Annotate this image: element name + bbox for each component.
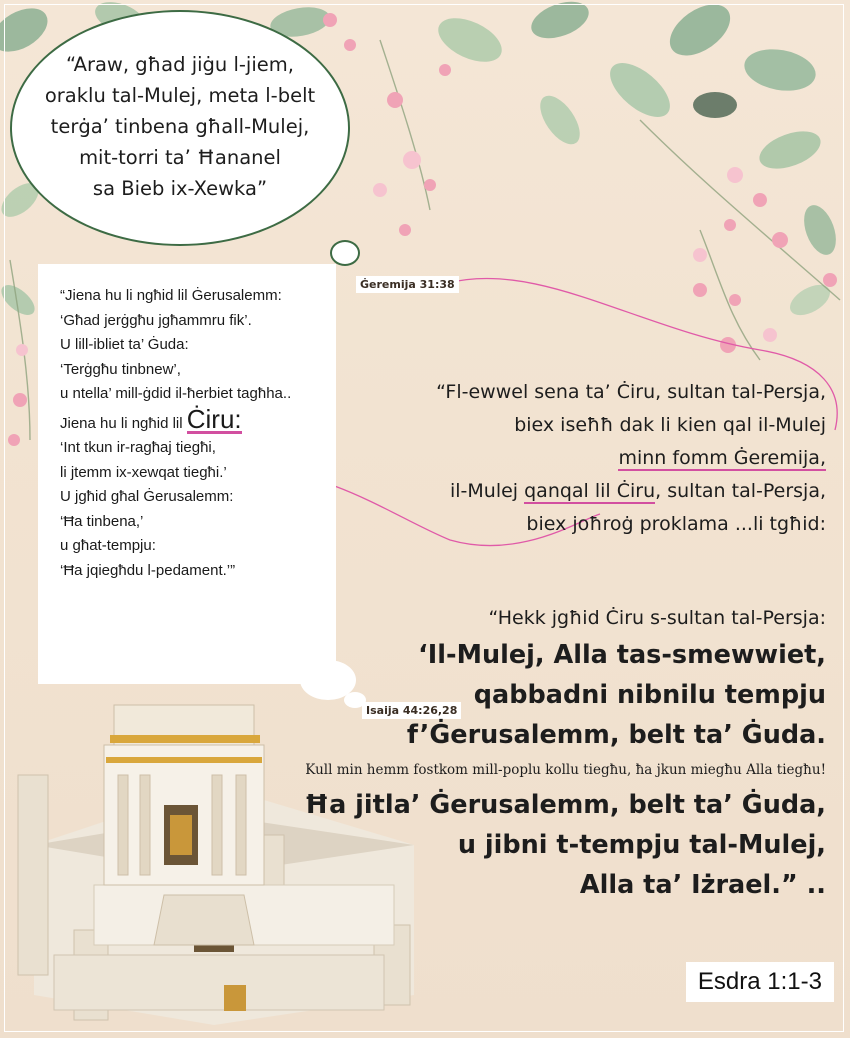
panel-line: u ntella’ mill-ġdid il-ħerbiet tagħha.. [60, 385, 292, 402]
decree-line: Ħa jitla’ Ġerusalemm, belt ta’ Ġuda, [304, 790, 826, 820]
panel-line: U lill-ibliet ta’ Ġuda: [60, 336, 189, 353]
panel-line-with-name [60, 403, 336, 437]
panel-line: ‘Ħa jqiegħdu l-pedament.’” [60, 561, 236, 579]
panel-line-text: Jiena hu li ngħid lil [60, 414, 183, 432]
underlined-phrase: qanqal lil Ċiru [524, 480, 656, 502]
decree-line: “Hekk jgħid Ċiru s-sultan tal-Persja: [488, 607, 826, 629]
speech-bubble-tail [330, 240, 360, 266]
decree-line: Alla ta’ Iżrael.” .. [579, 870, 826, 900]
bubble-line: sa Bieb ix-Xewka” [92, 176, 268, 200]
ezra-intro-line: biex iseħħ dak li kien qal il-Mulej [514, 414, 826, 436]
reference-ezra: Esdra 1:1-3 [686, 962, 834, 1002]
ezra-intro-text [436, 376, 826, 541]
ezra-intro-line [436, 475, 826, 508]
bubble-line: “Araw, għad jiġu l-jiem, [66, 52, 294, 76]
decree-line: f’Ġerusalemm, belt ta’ Ġuda. [406, 720, 826, 750]
speech-bubble [10, 10, 350, 246]
highlighted-name-ciru: Ċiru: [186, 403, 242, 434]
reference-jeremiah: Ġeremija 31:38 [356, 276, 459, 293]
ezra-decree-text [304, 602, 826, 905]
ezra-intro-text-part: , sultan tal-Persja, [655, 480, 826, 502]
bubble-line: mit-torri ta’ Ħananel [79, 145, 281, 169]
panel-line: ‘Ħa tinbena,’ [60, 512, 144, 530]
speech-bubble-text [45, 49, 315, 204]
panel-line: ‘Terġgħu tinbnew’, [60, 360, 181, 378]
decree-line: u jibni t-tempju tal-Mulej, [457, 830, 826, 860]
ezra-intro-line [436, 442, 826, 475]
panel-line: u għat-tempju: [60, 537, 156, 554]
ezra-intro-line: “Fl-ewwel sena ta’ Ċiru, sultan tal-Persja, [436, 381, 826, 403]
reference-isaiah: Isaija 44:26,28 [362, 702, 461, 719]
bubble-line: oraklu tal-Mulej, meta l-belt [44, 83, 316, 107]
panel-line: ‘Int tkun ir-ragħaj tiegħi, [60, 439, 216, 456]
decree-line-small: Kull min hemm fostkom mill-poplu kollu tiegħu, ħa jkun miegħu Alla tiegħu! [305, 762, 826, 778]
decree-line: ‘Il-Mulej, Alla tas-smewwiet, [418, 640, 826, 670]
panel-line: “Jiena hu li ngħid lil Ġerusalemm: [60, 287, 282, 304]
panel-line: li jtemm ix-xewqat tiegħi.’ [60, 463, 227, 481]
underlined-phrase: minn fomm Ġeremija, [618, 447, 826, 469]
panel-line: ‘Għad jerġgħu jgħammru fik’. [60, 311, 252, 329]
ezra-intro-line: biex joħroġ proklama ...li tgħid: [526, 513, 826, 535]
decree-line: qabbadni nibnilu tempju [473, 680, 826, 710]
panel-line: U jgħid għal Ġerusalemm: [60, 488, 234, 505]
bubble-line: terġa’ tinbena għall-Mulej, [50, 114, 310, 138]
ezra-intro-text-part: il-Mulej [449, 480, 525, 502]
isaiah-text-panel [38, 264, 336, 684]
